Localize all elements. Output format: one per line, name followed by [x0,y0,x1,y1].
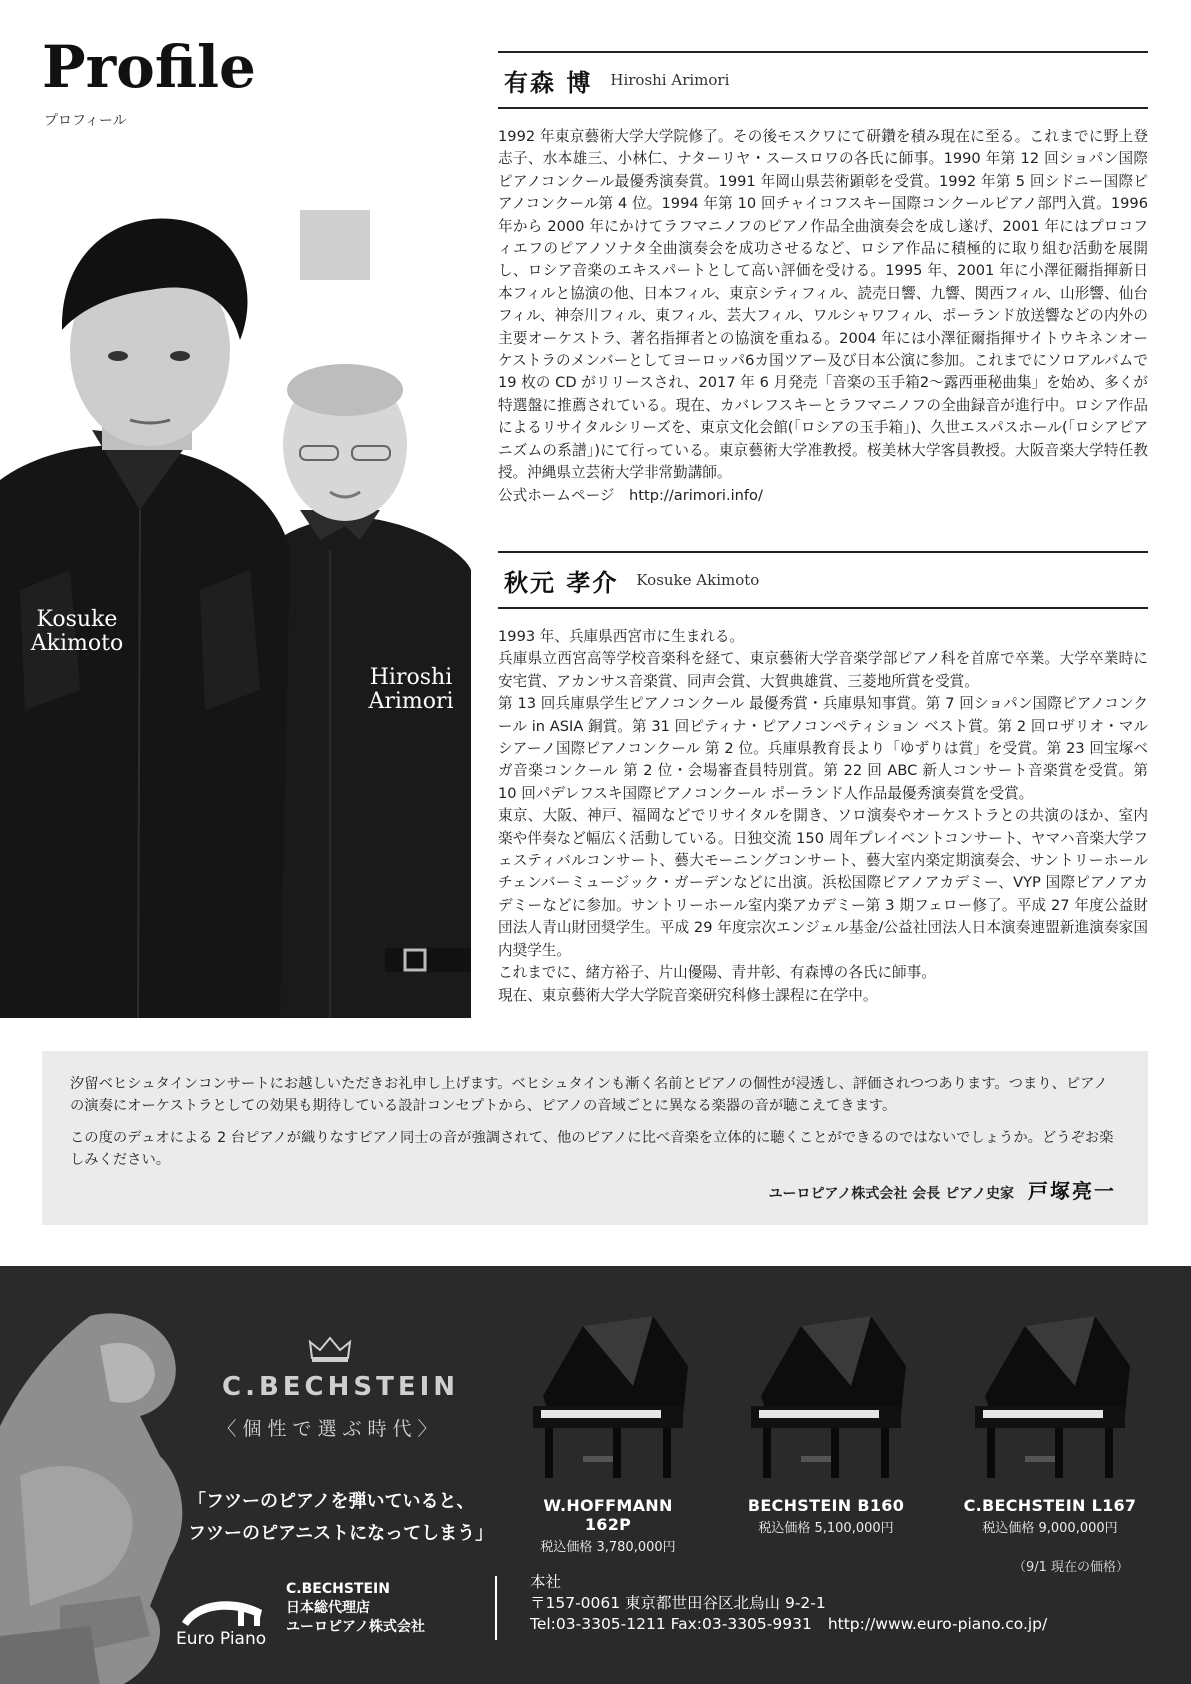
company-line: C.BECHSTEIN [286,1581,390,1597]
akimoto-bio-paragraph: 現在、東京藝術大学大学院音楽研究科修士課程に在学中。 [498,986,878,1004]
grand-piano-image [523,1306,693,1486]
advert-quote-line2: フツーのピアニストになってしまう」 [188,1523,494,1544]
akimoto-bio-paragraph: これまでに、緒方裕子、片山優陽、青井彰、有森博の各氏に師事。 [498,964,936,982]
piano-name: C.BECHSTEIN L167 [963,1496,1137,1515]
website-link[interactable]: http://www.euro-piano.co.jp/ [827,1615,1048,1633]
akimoto-bio-paragraph: 東京、大阪、神戸、福岡などでリサイタルを開き、ソロ演奏やオーケストラとの共演のほか、室内楽や伴奏など幅広く活動している。日独交流 150 周年プレイベントコンサート、ヤマハ音楽大学フェスティバルコンサート、藝大モーニングコンサート、藝大室内楽定期演奏会、サントリーホール チェンバーミュージック・ガーデンなどに出演。浜松国際ピアノアカデミー、VYP 国際ピアノアカデミーなどに参加。サントリーホール室内楽アカデミー第 3 期フェロー修了。平成 27 年度公益財団法人青山財団奨学生。平成 29 年度宗次エンジェル基金/公益社団法人日本演奏連盟新進演奏家国内奨学生。 [498,807,1148,959]
signature-org: ユーロピアノ株式会社 会長 ピアノ史家 [768,1186,1014,1202]
company-line: ユーロピアノ株式会社 [286,1619,425,1635]
page-subtitle: プロフィール [44,113,127,129]
greeting-paragraph: この度のデュオによる 2 台ピアノが織りなすピアノ同士の音が強調されて、他のピアノに比べ音楽を立体的に聴くことができるのではないでしょうか。どうぞお楽しみください。 [70,1130,1114,1168]
advert-quote-line1: 「フツーのピアノを弾いていると、 [188,1491,475,1512]
arimori-homepage[interactable]: 公式ホームページ http://arimori.info/ [498,486,763,504]
piano-name: W.HOFFMANN 162P [543,1496,673,1534]
signature-name: 戸塚亮一 [1028,1179,1116,1203]
address-label: 本社 [530,1573,562,1591]
vertical-divider [495,1576,497,1640]
photo-label-hiroshi-line1: Hiroshi [369,665,453,690]
europiano-arch-icon [176,1592,280,1646]
brand-tagline: 〈個性で選ぶ時代〉 [217,1418,443,1440]
grand-piano-image [965,1306,1135,1486]
photo-label-hiroshi [356,666,466,714]
price-note: （9/1 現在の価格） [1012,1560,1129,1575]
akimoto-bio [498,626,1148,1007]
greeting-paragraph: 汐留ベヒシュタインコンサートにお越しいただきお礼申し上げます。ベヒシュタインも漸く名前とピアノの個性が浸透し、評価されつつあります。つまり、ピアノの演奏にオーケストラとしての効果も期待している設計コンセプトから、ピアノの音域ごとに異なる楽器の音が聴こえてきます。 [70,1076,1108,1114]
arimori-name-jp: 有森 博 [504,68,593,97]
advert-quote [188,1486,493,1550]
piano-price: 税込価格 3,780,000円 [540,1540,676,1555]
crown-icon [308,1334,352,1364]
company-line: 日本総代理店 [286,1600,370,1616]
arimori-bio [498,126,1148,507]
arimori-name-en: Hiroshi Arimori [610,71,730,89]
greeting-message [42,1051,1148,1225]
contact-line [530,1614,1047,1635]
photo-label-hiroshi-line2: Arimori [368,689,454,715]
piano-card-l167[interactable] [960,1306,1140,1536]
address-block [530,1572,1047,1635]
pianists-photo [0,210,471,1018]
akimoto-bio-paragraph: 第 13 回兵庫県学生ピアノコンクール 最優秀賞・兵庫県知事賞。第 7 回ショパン国際ピアノコンクール in ASIA 銅賞。第 31 回ピティナ・ピアノコンペティション ベスト賞。第 2 回ロザリオ・マルシアーノ国際ピアノコンクール 第 2 位。兵庫県教育長より「ゆずりは賞」を受賞。第 23 回宝塚ベガ音楽コンクール 第 2 位・会場審査員特別賞。第 22 回 ABC 新人コンサート音楽賞を受賞。第 10 回パデレフスキ国際ピアノコンクール ポーランド人作品最優秀演奏賞を受賞。 [498,695,1148,802]
akimoto-heading [498,551,1148,609]
piano-price: 税込価格 5,100,000円 [758,1521,894,1536]
photo-label-kosuke [22,608,132,656]
europiano-logo[interactable] [176,1592,280,1650]
photo-label-kosuke-line1: Kosuke [36,607,118,632]
grand-piano-image [741,1306,911,1486]
akimoto-name-en: Kosuke Akimoto [636,571,760,589]
akimoto-bio-paragraph: 兵庫県立西宮高等学校音楽科を経て、東京藝術大学音楽学部ピアノ科を首席で卒業。大学卒業時に安宅賞、アカンサス音楽賞、同声会賞、大賀典雄賞、三菱地所賞を受賞。 [498,650,1148,690]
photo-label-kosuke-line2: Akimoto [30,631,124,657]
greeting-signature [768,1175,1116,1204]
arimori-bio-paragraph: 1992 年東京藝術大学大学院修了。その後モスクワにて研鑽を積み現在に至る。これまでに野上登志子、水本雄三、小林仁、ナターリヤ・スースロワの各氏に師事。1990 年第 12 回ショパン国際ピアノコンクール最優秀演奏賞。1991 年岡山県芸術顕彰を受賞。1992 年第 5 回シドニー国際ピアノコンクール第 4 位。1994 年第 10 回チャイコフスキー国際コンクールピアノ部門入賞。1996 年から 2000 年にかけてラフマニノフのピアノ作品全曲演奏会を成し遂げ、2001 年にはプロコフィエフのピアノソナタ全曲演奏会を成功させるなど、ロシア作品に積極的に取り組む活動を展開し、ロシア音楽のエキスパートとして高い評価を受ける。1995 年、2001 年に小澤征爾指揮新日本フィルと協演の他、日本フィル、東京シティフィル、読売日響、九響、関西フィル、山形響、仙台フィル、神奈川フィル、東フィル、芸大フィル、ワルシャワフィル、ポーランド放送響などの内外の主要オーケストラ、著名指揮者との協演を重ねる。2004 年には小澤征爾指揮サイトウキネンオーケストラのメンバーとしてヨーロッパ6カ国ツアー及び日本公演に参加。これまでにソロアルバムで 19 枚の CD がリリースされ、2017 年 6 月発売「音楽の玉手箱2〜露西亜秘曲集」を始め、多くが特選盤に推薦されている。現在、カバレフスキーとラフマニノフの全曲録音が進行中。ロシア作品によるリサイタルシリーズを、東京文化会館(「ロシアの玉手箱」)、久世エスパスホール(「ロシアピアニズムの系譜」)にて行っている。東京藝術大学准教授。桜美林大学客員教授。大阪音楽大学特任教授。沖縄県立芸術大学非常勤講師。 [498,128,1148,482]
brand-name: C.BECHSTEIN [222,1372,460,1402]
bechstein-advert [0,1266,1191,1684]
arimori-heading [498,51,1148,109]
thinker-statue-image [0,1306,200,1684]
phone-fax: Tel:03-3305-1211 Fax:03-3305-9931 [530,1615,812,1633]
akimoto-name-jp: 秋元 孝介 [504,568,619,597]
europiano-logo-text: Euro Piano [176,1629,267,1646]
piano-card-b160[interactable] [736,1306,916,1536]
piano-price: 税込価格 9,000,000円 [982,1521,1118,1536]
piano-card-hoffmann[interactable] [518,1306,698,1555]
company-block [286,1580,425,1637]
akimoto-bio-paragraph: 1993 年、兵庫県西宮市に生まれる。 [498,628,745,645]
piano-name: BECHSTEIN B160 [747,1496,905,1515]
address-line: 〒157-0061 東京都世田谷区北烏山 9-2-1 [530,1594,826,1612]
page-title: Profile [42,33,256,101]
